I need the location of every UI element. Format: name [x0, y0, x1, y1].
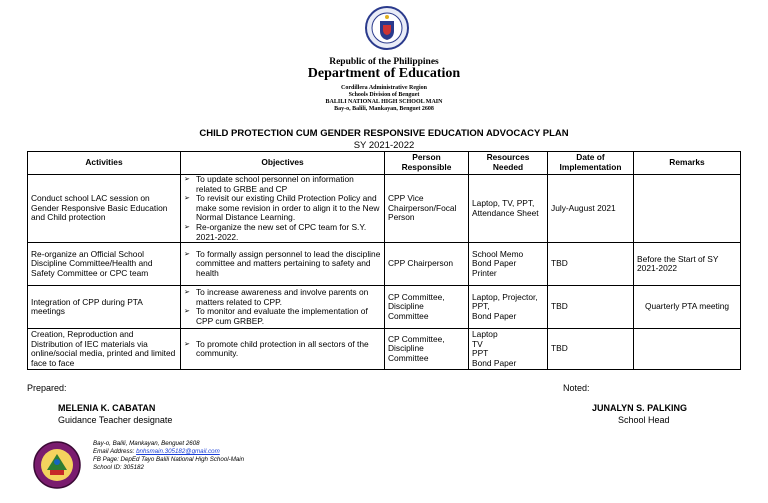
objective-item: ➢ To revisit our existing Child Protection Policy and make some revision in order to align it to the New Normal Distance Learning.	[196, 194, 381, 223]
prepared-title: Guidance Teacher designate	[58, 415, 173, 425]
republic-heading: Republic of the Philippines	[329, 57, 439, 67]
remarks-cell: Quarterly PTA meeting	[634, 286, 741, 329]
objective-item: ➢ To promote child protection in all sectors of the community.	[196, 340, 381, 359]
noted-title: School Head	[618, 415, 670, 425]
footer-email-label: Email Address:	[93, 448, 137, 455]
footer-address: Bay-o, Balili, Mankayan, Benguet 2608	[93, 440, 200, 447]
header-activities: Activities	[28, 152, 181, 175]
remarks-cell: Before the Start of SY 2021-2022	[634, 243, 741, 286]
objective-item: ➢ To update school personnel on information related to GRBE and CP	[196, 175, 381, 194]
date-cell: TBD	[548, 329, 634, 370]
objectives-cell	[181, 175, 385, 243]
table-header-row	[28, 152, 741, 175]
activity-cell: Conduct school LAC session on Gender Responsive Basic Education and Child protection	[28, 175, 181, 243]
person-cell: CP Committee, Discipline Committee	[385, 286, 469, 329]
header-person: Person Responsible	[385, 152, 469, 175]
date-cell: TBD	[548, 286, 634, 329]
header-objectives: Objectives	[181, 152, 385, 175]
table-row	[28, 175, 741, 243]
school-logo-icon	[32, 440, 82, 490]
prepared-label: Prepared:	[27, 383, 67, 393]
table-row	[28, 243, 741, 286]
resources-cell: Laptop TV PPT Bond Paper	[469, 329, 548, 370]
table-row	[28, 329, 741, 370]
objective-item: ➢ To increase awareness and involve parents on matters related to CPP.	[196, 288, 381, 307]
footer-school-id: School ID: 305182	[93, 464, 144, 471]
header-remarks: Remarks	[634, 152, 741, 175]
resources-cell: Laptop, Projector, PPT, Bond Paper	[469, 286, 548, 329]
person-cell: CPP Chairperson	[385, 243, 469, 286]
footer-email-link[interactable]: bnhsmain.305182@gmail.com	[136, 448, 220, 455]
objectives-cell	[181, 329, 385, 370]
footer-email-line	[93, 448, 220, 456]
activity-cell: Creation, Reproduction and Distribution of IEC materials via online/social media, printed and limited face to face	[28, 329, 181, 370]
department-heading: Department of Education	[307, 66, 461, 81]
deped-seal-icon	[364, 4, 410, 56]
footer-fb-page: FB Page: DepEd Tayo Balili National High School-Main	[93, 456, 245, 463]
date-cell: July-August 2021	[548, 175, 634, 243]
person-cell: CP Committee, Discipline Committee	[385, 329, 469, 370]
objectives-cell	[181, 286, 385, 329]
region-label: Cordillera Administrative Region	[341, 85, 427, 91]
header-resources: Resources Needed	[469, 152, 548, 175]
activity-cell: Re-organize an Official School Discipline Committee/Health and Safety Committee or CPC team	[28, 243, 181, 286]
header-date: Date of Implementation	[548, 152, 634, 175]
objectives-cell	[181, 243, 385, 286]
school-address: Bay-o, Balili, Mankayan, Benguet 2608	[334, 106, 434, 112]
date-cell: TBD	[548, 243, 634, 286]
school-label: BALILI NATIONAL HIGH SCHOOL MAIN	[325, 99, 443, 105]
objective-item: ➢ Re-organize the new set of CPC team for S.Y. 2021-2022.	[196, 223, 381, 242]
advocacy-plan-table	[27, 151, 741, 370]
division-label: Schools Division of Benguet	[348, 92, 420, 98]
objective-item: ➢ To monitor and evaluate the implementation of CPP cum GRBEP.	[196, 307, 381, 326]
person-cell: CPP Vice Chairperson/Focal Person	[385, 175, 469, 243]
prepared-name: MELENIA K. CABATAN	[58, 403, 156, 413]
resources-cell: Laptop, TV, PPT, Attendance Sheet	[469, 175, 548, 243]
objective-item: ➢ To formally assign personnel to lead the discipline committee and matters pertaining to safety and health	[196, 250, 381, 279]
remarks-cell	[634, 175, 741, 243]
noted-label: Noted:	[563, 383, 590, 393]
table-row	[28, 286, 741, 329]
resources-cell: School Memo Bond Paper Printer	[469, 243, 548, 286]
remarks-cell	[634, 329, 741, 370]
noted-name: JUNALYN S. PALKING	[592, 403, 688, 413]
plan-title: CHILD PROTECTION CUM GENDER RESPONSIVE EDUCATION ADVOCACY PLAN	[199, 128, 569, 139]
school-year: SY 2021-2022	[353, 140, 415, 151]
activity-cell: Integration of CPP during PTA meetings	[28, 286, 181, 329]
